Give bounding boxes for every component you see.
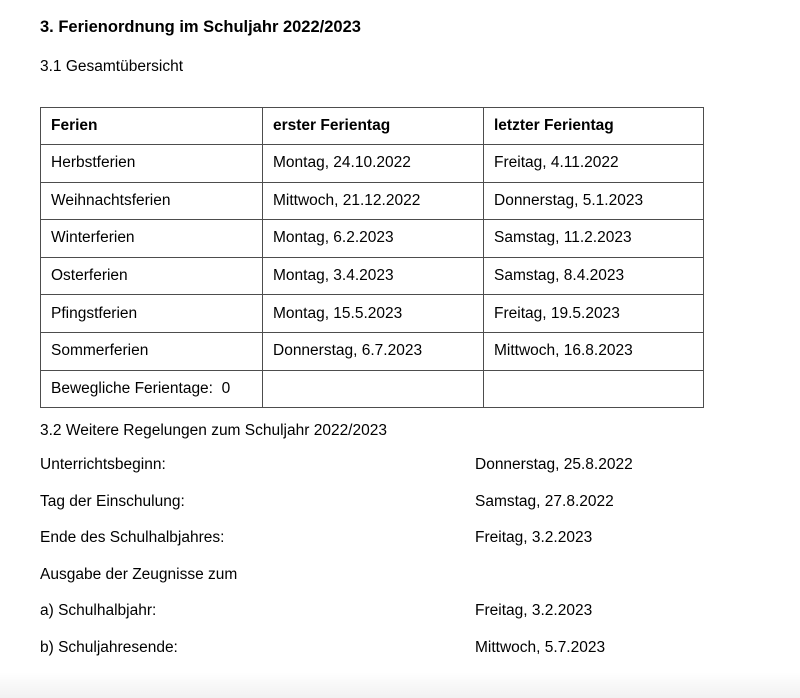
cell-ferien: Weihnachtsferien — [41, 182, 263, 220]
cell-erster-ferientag: Montag, 24.10.2022 — [263, 145, 484, 183]
cell-ferien: Osterferien — [41, 257, 263, 295]
info-row-tag-der-einschulung — [0, 491, 800, 513]
cell-ferien: Pfingstferien — [41, 295, 263, 333]
cell-ferien: Winterferien — [41, 220, 263, 258]
holiday-table — [40, 107, 704, 408]
info-row-ausgabe-der-zeugnisse — [0, 564, 800, 586]
info-label: Ausgabe der Zeugnisse zum — [40, 565, 238, 583]
column-header-letzter-ferientag: letzter Ferientag — [484, 108, 704, 145]
cell-letzter-ferientag: Samstag, 8.4.2023 — [484, 257, 704, 295]
section-heading: 3. Ferienordnung im Schuljahr 2022/2023 — [40, 18, 361, 36]
table-row — [41, 332, 704, 370]
info-label: Ende des Schulhalbjahres: — [40, 529, 225, 546]
table-row — [41, 257, 704, 295]
cell-erster-ferientag: Montag, 3.4.2023 — [263, 257, 484, 295]
cell-erster-ferientag: Montag, 15.5.2023 — [263, 295, 484, 333]
cell-letzter-ferientag — [484, 370, 704, 408]
info-label: Unterrichtsbeginn: — [40, 456, 166, 473]
cell-erster-ferientag: Montag, 6.2.2023 — [263, 220, 484, 258]
cell-ferien: Sommerferien — [41, 332, 263, 370]
info-value: Freitag, 3.2.2023 — [475, 602, 593, 619]
table-row — [41, 182, 704, 220]
subsection-heading: 3.1 Gesamtübersicht — [40, 58, 184, 75]
cell-letzter-ferientag: Freitag, 4.11.2022 — [484, 145, 704, 183]
info-label: a) Schulhalbjahr: — [40, 602, 157, 619]
table-header-row — [41, 108, 704, 145]
cell-letzter-ferientag: Donnerstag, 5.1.2023 — [484, 182, 704, 220]
info-label: Tag der Einschulung: — [40, 492, 185, 510]
info-label: b) Schuljahresende: — [40, 638, 178, 656]
cell-letzter-ferientag: Mittwoch, 16.8.2023 — [484, 332, 704, 370]
cell-ferien: Bewegliche Ferientage: 0 — [41, 370, 263, 408]
info-value: Donnerstag, 25.8.2022 — [475, 456, 633, 473]
column-header-erster-ferientag: erster Ferientag — [263, 108, 484, 145]
info-row-ende-des-schulhalbjahres — [0, 527, 800, 549]
subsection-heading-2: 3.2 Weitere Regelungen zum Schuljahr 2022/2023 — [40, 422, 387, 439]
info-row-unterrichtsbeginn — [0, 454, 800, 476]
table-row-bewegliche-ferientage — [41, 370, 704, 408]
info-value: Mittwoch, 5.7.2023 — [475, 638, 606, 656]
table-row — [41, 145, 704, 183]
table-row — [41, 220, 704, 258]
cell-letzter-ferientag: Samstag, 11.2.2023 — [484, 220, 704, 258]
page-bottom-shadow — [0, 672, 800, 698]
info-value: Freitag, 3.2.2023 — [475, 529, 593, 546]
cell-ferien: Herbstferien — [41, 145, 263, 183]
table-row — [41, 295, 704, 333]
cell-letzter-ferientag: Freitag, 19.5.2023 — [484, 295, 704, 333]
info-row-schuljahresende — [0, 637, 800, 659]
cell-erster-ferientag: Mittwoch, 21.12.2022 — [263, 182, 484, 220]
cell-erster-ferientag: Donnerstag, 6.7.2023 — [263, 332, 484, 370]
cell-erster-ferientag — [263, 370, 484, 408]
info-value: Samstag, 27.8.2022 — [475, 492, 614, 510]
info-row-schulhalbjahr — [0, 600, 800, 622]
column-header-ferien: Ferien — [41, 108, 263, 145]
